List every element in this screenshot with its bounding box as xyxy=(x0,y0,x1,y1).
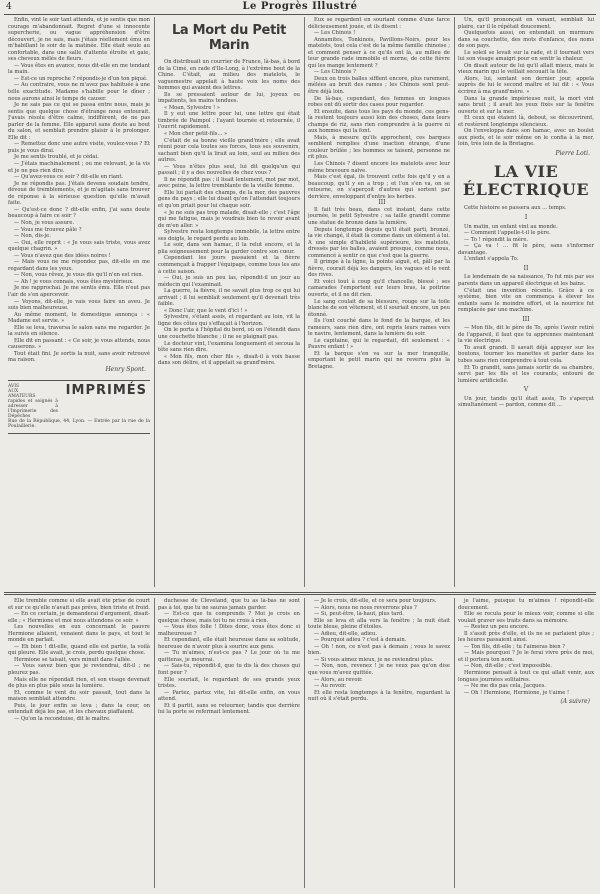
paragraph: Il y eut une lettre pour lui, une lettre qui était timbrée de Paimpol ; l'ayant tournée et retournée, il l'ouvrit rapidement. xyxy=(158,111,300,131)
paragraph: Elle se leva et alla vers la fenêtre ; la nuit était toute bleue, pleine d'étoiles. xyxy=(308,617,450,631)
paragraph: Sylvestre, s'étant assis, et regardant au loin, vit la ligne des côtes qui s'effaçait à l'horizon. xyxy=(158,314,300,327)
paragraph: — Vous me trouvez pâle ? xyxy=(14,226,82,233)
paragraph: — En ce certain, je demanderai d'argument, disait-elle ; « Hermione et moi nous attendons ce soir. » xyxy=(8,611,150,624)
paragraph: — Au contraire, vous ne m'avez pas habituée à une telle exactitude. Madame s'habille pour le dîner ; nous aurons ainsi le temps de causer. xyxy=(8,82,150,102)
paragraph: Et ceux qui étaient là, debout, se découvrirent, et restèrent longtemps silencieux. xyxy=(458,115,594,128)
paragraph: — Non, non, revenez ! je ne veux pas qu'on dise que vous m'avez quittée. xyxy=(308,663,450,677)
paragraph: — Ne me dis pas cela, Jacques. xyxy=(464,683,546,690)
paragraph: — Vous savez bien que je reviendrai, dit-il ; ne pleurez pas. xyxy=(8,663,150,677)
paragraph: « Je ne suis pas trop malade, disait-elle ; c'est l'âge qui me fatigue, mais je voudrais bien te revoir avant de m'en aller. » xyxy=(158,209,300,229)
paragraph: — Est-ce que tu comprends ? Moi je crois en quelque chose, mais toi tu ne crois à rien. xyxy=(158,611,300,624)
paragraph: — Ah ! je vous connais, vous êtes mystérieux. xyxy=(14,278,134,285)
paragraph: Je me sentis troublé, et je cédai. xyxy=(14,154,99,161)
paragraph: — Pourquoi adieu ? c'est à demain. xyxy=(314,637,407,644)
paragraph: — Je le crois, dit-elle, et ce sera pour toujours. xyxy=(314,598,437,604)
paragraph: — Eh bien ! dit-elle, quand elle est partie, la voilà qui pleure. Elle avait, je crois, perdu quelque chose. xyxy=(8,643,150,657)
feuilleton-paragraphs-3 xyxy=(308,598,450,703)
paragraph: C'était une invention récente. Grâce à ce système, bien vite on commença à élever les enfants sans le moindre effort, et la nourrice fut remplacée par une machine. xyxy=(458,287,594,314)
paragraph: — Oh ! non, ce n'est pas à demain ; vous le savez bien. xyxy=(308,643,450,657)
paragraph: Et elle resta longtemps à la fenêtre, regardant la nuit où il s'était perdu. xyxy=(308,689,450,703)
paragraph: Il grimpe à la ligne, la pointe aiguë, et, pâli par la fièvre, courait déjà les dangers, les vagues et le vent des rives. xyxy=(308,259,450,279)
paragraph: Il s'assit près d'elle, et ils ne se parlaient plus ; les heures passaient ainsi. xyxy=(458,630,594,644)
paragraph: Deux ou trois balles sifflent encore, plus rarement, mêlées au bruit des rames ; les Chinois sont peut-être déjà loin. xyxy=(308,75,450,96)
header-rule xyxy=(4,14,596,15)
paragraph: Et cependant, elle était heureuse dans sa solitude, heureuse de n'avoir plus à sourire aux gens. xyxy=(158,637,300,650)
feuilleton-col-4 xyxy=(458,598,594,890)
paragraph: Les Chinois ? disent encore les matelots avec leur même bravoure naïve. xyxy=(308,161,450,174)
paragraph: Ils se pressaient autour de lui, joyeux ou impatients, les mains tendues. xyxy=(158,91,300,105)
paragraph: — Si, peut-être, là-haut, plus tard. xyxy=(314,611,404,618)
paragraph: — Non, je vous assure. xyxy=(14,219,75,226)
loti-signature: Pierre Loti. xyxy=(555,149,590,157)
feuilleton-col-3 xyxy=(308,598,450,890)
petit-marin-paragraphs xyxy=(158,59,300,367)
paragraph: « Donc l'air, que le vent d'ici ! » xyxy=(164,307,248,314)
paragraph: Et To grandit, sans jamais sortir de sa chambre, servi par les fils et les courants, entouré de lumière artificielle. xyxy=(458,364,594,384)
paragraph: — Alors, au revoir. xyxy=(314,676,363,683)
paragraph: — Ça va ! ... fit le père, sans s'informer davantage. xyxy=(458,243,594,256)
masthead: Le Progrès Illustré xyxy=(242,1,358,12)
paragraph: — Non, dit-elle ; c'est impossible. xyxy=(464,663,552,670)
paragraph: Cependant les jours passaient et la fièvre commençait à frapper l'équipage, comme tous les ans à cette saison. xyxy=(158,255,300,275)
paragraph: De là-bas, cependant, des femmes en longues robes ont dû sortir des cases pour regarder. xyxy=(308,95,450,109)
paragraph: — J'étais machinalement ; ou me relevant, je la vis et je ne pus rien dire. xyxy=(8,161,150,174)
paragraph: Il fait très beau, dans cet instant, dans cette journée, le petit Sylvestre ; sa taille grandit comme une statue de bronze dans la lumière. xyxy=(308,206,450,226)
paragraph: — Mais pourquoi ? Je le ferai vivre près de moi, et il portera ton nom. xyxy=(458,650,594,663)
paragraph: L'enfant s'appela To. xyxy=(464,256,519,263)
page-number: 4 xyxy=(6,2,12,12)
paragraph: Un jour, tandis qu'il était assis, To s'aperçut simultanément — pardon, comme dit ... xyxy=(458,395,594,409)
paragraph: Je ne répondis pas. J'étais devenu soudain tendre, dévoué de tremblements, et je m'agitais sans trouver de réponse à la sérieuse question qu'elle m'avait faite. xyxy=(8,180,150,207)
paragraph: Un matin, un enfant vint au monde. xyxy=(464,223,558,230)
paragraph: On le porta à l'hôpital du bord, où on l'étendit dans une couchette blanche ; il ne se plaignait pas. xyxy=(158,327,300,340)
column-divider xyxy=(304,17,305,587)
paragraph: Et ensuite, dans tous les pays du monde, ces gens-là restent toujours aussi loin des choses, dans leurs champs de riz, sans rien comprendre à la guerre ni aux hommes qui la font. xyxy=(308,108,450,135)
paragraph: Eux se regardent en souriant comme d'une farce délicieusement jouée, et ils disent : xyxy=(308,17,450,30)
paragraph: je l'aime, puisque tu m'aimes ! répondit-elle doucement. xyxy=(458,598,594,611)
column-petit-marin-cont xyxy=(308,17,450,589)
paragraph: Il ne répondit pas ; il lisait lentement, mot par mot, avec peine, la lettre tremblante de la vieille femme. xyxy=(158,176,300,190)
paragraph: — Non, dis-je. xyxy=(14,233,51,240)
feuilleton-paragraphs-4 xyxy=(458,598,594,696)
paragraph: Les nouvelles en eux concernant le pauvre Hermione allaient, venaient dans le pays, et tout le monde en parlait. xyxy=(8,624,150,644)
petit-marin-paragraphs-2 xyxy=(308,17,450,371)
paragraph: — Adieu, dit-elle, adieu. xyxy=(314,630,377,637)
paragraph: — Partez, partez vite, lui dit-elle enfin, on vous attend. xyxy=(158,689,300,703)
paragraph: Puis, le jour enfin se leva ; dans la cour, on entendait déjà les pas, et les chevaux piaffaient. xyxy=(8,702,150,716)
feuilleton-paragraphs-1 xyxy=(8,598,150,722)
vie-electrique-part2 xyxy=(458,274,594,313)
vie-electrique-intro: Cette histoire se passera aux ... temps. xyxy=(464,205,567,212)
section-number: III xyxy=(378,199,386,207)
headline-vie-electrique: LA VIE ÉLECTRIQUE xyxy=(462,162,590,200)
section-number: III xyxy=(522,315,530,323)
column-story-end xyxy=(8,17,150,589)
paragraph: duchesse de Cleveland, que tu as là-bas ne sont pas à toi, que tu ne sauras jamais garder. xyxy=(158,598,300,611)
paragraph: — Qu'on la reconduise, dit le maître. xyxy=(14,715,111,722)
vie-electrique-part3 xyxy=(458,325,594,384)
paragraph: Tout était fini. Je sortis la nuit, sans avoir retrouvé ma raison. xyxy=(8,350,150,364)
paragraph: — Les Chinois ! xyxy=(314,30,356,37)
printing-ad xyxy=(8,380,150,434)
feuilleton-paragraphs-2 xyxy=(158,598,300,716)
paragraph: « Mon fils, mon cher fils », disait-il à voix basse dans son délire, et il appelait sa grand'mère. xyxy=(158,353,300,367)
paragraph: — Mais vous ne me répondez pas, dit-elle en me regardant dans les yeux. xyxy=(8,259,150,272)
paragraph: Et, comme le vent du soir passait, tout dans la maison semblait attendre. xyxy=(8,689,150,703)
section-number: I xyxy=(524,214,528,222)
paragraph: Mais c'est égal, ils trouvent cette fois qu'il y en a beaucoup, qu'il y en a trop ; et l'on s'en va, on se retourne, on s'aperçoit d'autres qui sortent par derrière, enveloppant d'entre les herbes. xyxy=(308,174,450,200)
column-divider xyxy=(154,598,155,888)
paragraph: Le capitaine, qui le regardait, dit seulement : « Pauvre enfant ! » xyxy=(308,337,450,351)
column-divider xyxy=(454,17,455,587)
story-signature: Henry Spont. xyxy=(105,365,146,373)
paragraph: Dans la grande impérieuse nuit, la mort vint sans bruit ; il avait les yeux fixés sur la fenêtre ouverte et sur la mer. xyxy=(458,95,594,115)
paragraph: — Ton fils, dit-elle ; tu l'aimeras bien ? xyxy=(464,643,566,650)
paragraph: — Qu'est-ce donc ? dit-elle enfin, j'ai sans doute beaucoup à faire ce soir ? xyxy=(8,206,150,220)
paragraph: Au même moment, le domestique annonça : « Madame est servie. » xyxy=(8,311,150,325)
paragraph: To avait grandi. Il savait déjà appuyer sur les boutons, tourner les manettes et parler dans les tubes sans rien comprendre à tout cela. xyxy=(458,344,594,364)
paragraph: On l'enveloppa dans son hamac, avec un boulet aux pieds, et le soir même on le confia à la mer, loin, très loin de la Bretagne. xyxy=(458,128,594,148)
feuilleton-col-2 xyxy=(158,598,300,890)
paragraph: Et voici tout à coup qu'il chancelle, blessé ; ses camarades l'emportent sur leurs bras, la poitrine ouverte, et il ne dit rien. xyxy=(308,278,450,298)
paragraph: Enfin, vint le soir tant attendu, et je sentis que mon courage m'abandonnait. Regret d'une si innocente supercherie, ou vague appréhension d'être découvert, je ne sais, mais j'étais réellement ému en m'habillant le soir de la matinée. Elle était seule au confortable, dans une salle d'attente étroite et gaie, ses cheveux mêlés de fleurs. xyxy=(8,17,150,63)
paragraph: Elle se leva, traversa le salon sans me regarder. Je la suivis en silence. xyxy=(8,324,150,338)
section-number: V xyxy=(523,386,529,394)
paragraph: Le lendemain de sa naissance, To fut mis par ses parents dans un appareil électrique et les bains. xyxy=(458,274,594,287)
paragraph: — Oh ! Hermione, Hermione, je t'aime ! xyxy=(464,689,570,696)
ad-left-text: AVIS AUX AMATEURS xyxy=(8,383,36,399)
paragraph: Le soleil se levait sur la rade, et il tournait vers lui son visage amaigri pour en sentir la chaleur. xyxy=(458,49,594,63)
paragraph: — Voyons, dit-elle, je vais vous faire un aveu. Je suis bien malheureuse. xyxy=(8,298,150,312)
ad-right-text: rapides et soignés à adresser à l'Imprimerie des Dépêches xyxy=(8,398,58,419)
paragraph: Annamites, Tonkinois, Pavillons-Noirs, pour les matelots, tout cela c'est de la même famille chinoise ; et comment penser à ce qu'ils ont là, au milieu de leur grande rade immobile et morne, de cette fièvre qui les mange lentement ? xyxy=(308,36,450,69)
headline-petit-marin: La Mort du Petit Marin xyxy=(171,23,287,53)
paragraph: « Moan, Sylvestre ! » xyxy=(164,104,220,111)
column-divider xyxy=(454,598,455,888)
paragraph: Sylvestre resta longtemps immobile, la lettre entre ses doigts, le regard perdu au loin. xyxy=(158,229,300,242)
ad-title: IMPRIMÉS xyxy=(65,382,147,398)
column-vie-electrique xyxy=(458,17,594,589)
to-be-continued: (A suivre) xyxy=(560,698,590,706)
paragraph: Et il partit, sans se retourner, tandis que derrière lui la porte se refermait lentement. xyxy=(158,702,300,716)
paragraph: — Les Chinois ? xyxy=(314,69,356,76)
paragraph: Je me rapprochai. Je me sentis ému. Elle n'eut pas l'air de s'en apercevoir. xyxy=(8,285,150,298)
paragraph: Ils l'ont couché dans le fond de la barque, et les rameurs, sans rien dire, ont repris leurs rames vers le navire, lentement, dans la lumière du soir. xyxy=(308,318,450,338)
feuilleton-rule xyxy=(4,592,596,593)
paragraph: — Vous êtes folle ! Dites donc, vous êtes donc si malheureuse ? xyxy=(158,624,300,637)
column-petit-marin xyxy=(158,17,300,589)
paragraph: Le soir, dans son hamac, il la relut encore, et la plia soigneusement pour la garder contre son cœur. xyxy=(158,242,300,255)
story-paragraphs xyxy=(8,17,150,364)
paragraph: — Vous n'êtes plus seul, lui dit quelqu'un qui passait ; il y a des nouvelles de chez vous ? xyxy=(158,163,300,177)
paragraph: — Vous êtes en avance, nous dit-elle en me tendant la main. xyxy=(8,62,150,76)
paragraph: — To ! répondit la mère. xyxy=(464,236,529,243)
paragraph: Et la barque s'en va sur la mer tranquille, emportant le petit marin qui ne reverra plus la Bretagne. xyxy=(308,350,450,370)
paragraph: C'était de sa bonne vieille grand'mère ; elle avait réuni pour cela toutes ses forces, tous ses souvenirs, sachant bien qu'il la lirait au loin, seul au milieu des autres. xyxy=(158,137,300,164)
paragraph: Depuis longtemps depuis qu'il était parti, bronzé, la vie changé, il était là comme dans un élément à lui. A une simple d'habileté supérieure, les matelots, dressés par les balles, avaient presque, comme nous, commencé à sentir ce que c'est que la guerre. xyxy=(308,226,450,259)
paragraph: — Alors, nous ne nous reverrons plus ? xyxy=(314,604,417,611)
feuilleton-rule-2 xyxy=(4,594,596,595)
paragraph: On distribuait un courrier de France, là-bas, à bord de la Cimé, en rade d'Ile-Long, à l'extrême bout de la Chine. C'était, au milieu des matelots, le vaguemestre appelait à haute voix les noms des hommes qui avaient des lettres. xyxy=(158,59,300,92)
column-divider xyxy=(154,17,155,587)
paragraph: Le docteur vint, l'examina longuement et secoua la tête sans rien dire. xyxy=(158,340,300,354)
paragraph: — Non, vous rêvez, je vous dis qu'il n'en est rien. xyxy=(14,272,144,279)
paragraph: — Remettez donc une autre visite, voulez-vous ? Et puis je vous dirai. xyxy=(8,141,150,154)
paragraph: Elle souriait, le regardant de ses grands yeux tristes. xyxy=(158,676,300,690)
paragraph: « Mon cher petit-fils... » xyxy=(164,131,228,138)
paragraph: — Au revoir. xyxy=(314,683,347,690)
paragraph: Elle lui parlait des champs, de la mer, des pauvres gens du pays ; elle lui disait qu'on l'attendait toujours et qu'on priait pour lui chaque soir. xyxy=(158,189,300,210)
paragraph: — Restez un peu encore. xyxy=(464,624,530,631)
paragraph: — Mon fils, dit le père de To, après l'avoir retiré de l'appareil, il faut que tu apprennes maintenant la vie électrique. xyxy=(458,325,594,345)
ad-address: Rue de la République, 44, Lyon. — Entrée par la rue de la Poulaillerie. xyxy=(8,418,150,430)
paragraph: La guerre, la fièvre, il ne savait plus trop ce qui lui arrivait ; il lui semblait seulement qu'il devenait très faible. xyxy=(158,288,300,308)
paragraph: Le sang coulait de sa blessure, rouge sur la toile blanche de son vêtement, et il souriait encore, un peu étonné. xyxy=(308,298,450,318)
paragraph: — Comment l'appelle-t-il le père. xyxy=(464,230,551,237)
paragraph: Alors, lui, sentant son dernier jour, appela auprès de lui le second maître et lui dit : « Vous écrirez à ma grand'mère. » xyxy=(458,75,594,96)
paragraph: — Si vous aimez mieux, je ne reviendrai plus. xyxy=(314,656,434,663)
paragraph: Elle dit en passant : « Ce soir, je vous attends, nous causerons. » xyxy=(8,337,150,351)
paragraph: Elle tremble comme si elle avait été prise de court et sur ce qu'elle n'avait pas prévu, bien triste et froid. xyxy=(8,598,150,611)
paragraph: Hermione se taisait, vers minuit dans l'allée. xyxy=(14,656,132,663)
paragraph: Hermione pensait à tout ce qui allait venir, aux longues journées solitaires. xyxy=(458,670,594,683)
paragraph: — Oui, elle reprit : « Je vous sais triste, vous avez quelque chagrin. » xyxy=(8,239,150,253)
paragraph: — Sais-tu, répondit-il, que tu dis là des choses qui font peur ? xyxy=(158,663,300,677)
paragraph: Mais, à mesure qu'ils approchent, ces barques semblent remplies d'une inaction étrange, d'une couleur brûlée ; les hommes se taisent, personne ne rit plus. xyxy=(308,134,450,161)
paragraph: — Tu m'aimes, n'est-ce pas ? Le jour où tu me quitteras, je mourrai. xyxy=(158,650,300,663)
paragraph: Mais elle ne répondait rien, et son visage devenait de plus en plus pâle sous la lumière. xyxy=(8,676,150,690)
loti-paragraphs xyxy=(458,17,594,148)
paragraph: Elle se recula pour le mieux voir, comme si elle voulait graver ses traits dans sa mémoire. xyxy=(458,611,594,624)
paragraph: — Vous n'avez que des idées noires ! xyxy=(14,252,111,259)
paragraph: Je ne sais pas ce qui se passa entre nous, mais je sentis que quelque chose d'étrange nous entourait. J'avais résolu d'être calme, indifférent, de ne pas parler de la femme. Elle apparut sans doute au bout du salon, et semblait prendre plaisir à le prolonger. Elle dit : xyxy=(8,102,150,141)
feuilleton-col-1 xyxy=(8,598,150,890)
paragraph: — Qu'avez-vous ce soir ? dit-elle en riant. xyxy=(14,174,124,181)
column-divider xyxy=(304,598,305,888)
paragraph: On disait autour de lui qu'il allait mieux, mais le vieux marin qui le veillait secouait la tête. xyxy=(458,62,594,76)
vie-electrique-part1 xyxy=(458,224,594,263)
section-number: II xyxy=(523,264,529,272)
paragraph: Quelquefois aussi, on entendait un murmure dans sa couchette, des mots d'enfance, des noms de son pays. xyxy=(458,30,594,50)
paragraph: — Oui, je suis un peu las, répondit-il un jour au médecin qui l'examinait. xyxy=(158,275,300,288)
vie-electrique-part5 xyxy=(458,396,594,409)
paragraph: Un, qu'il prononçait en venant, semblait lui plaire, car il le répétait doucement. xyxy=(458,17,594,30)
paragraph: — Est-ce un reproche ? répondis-je d'un ton piqué. xyxy=(14,75,148,82)
